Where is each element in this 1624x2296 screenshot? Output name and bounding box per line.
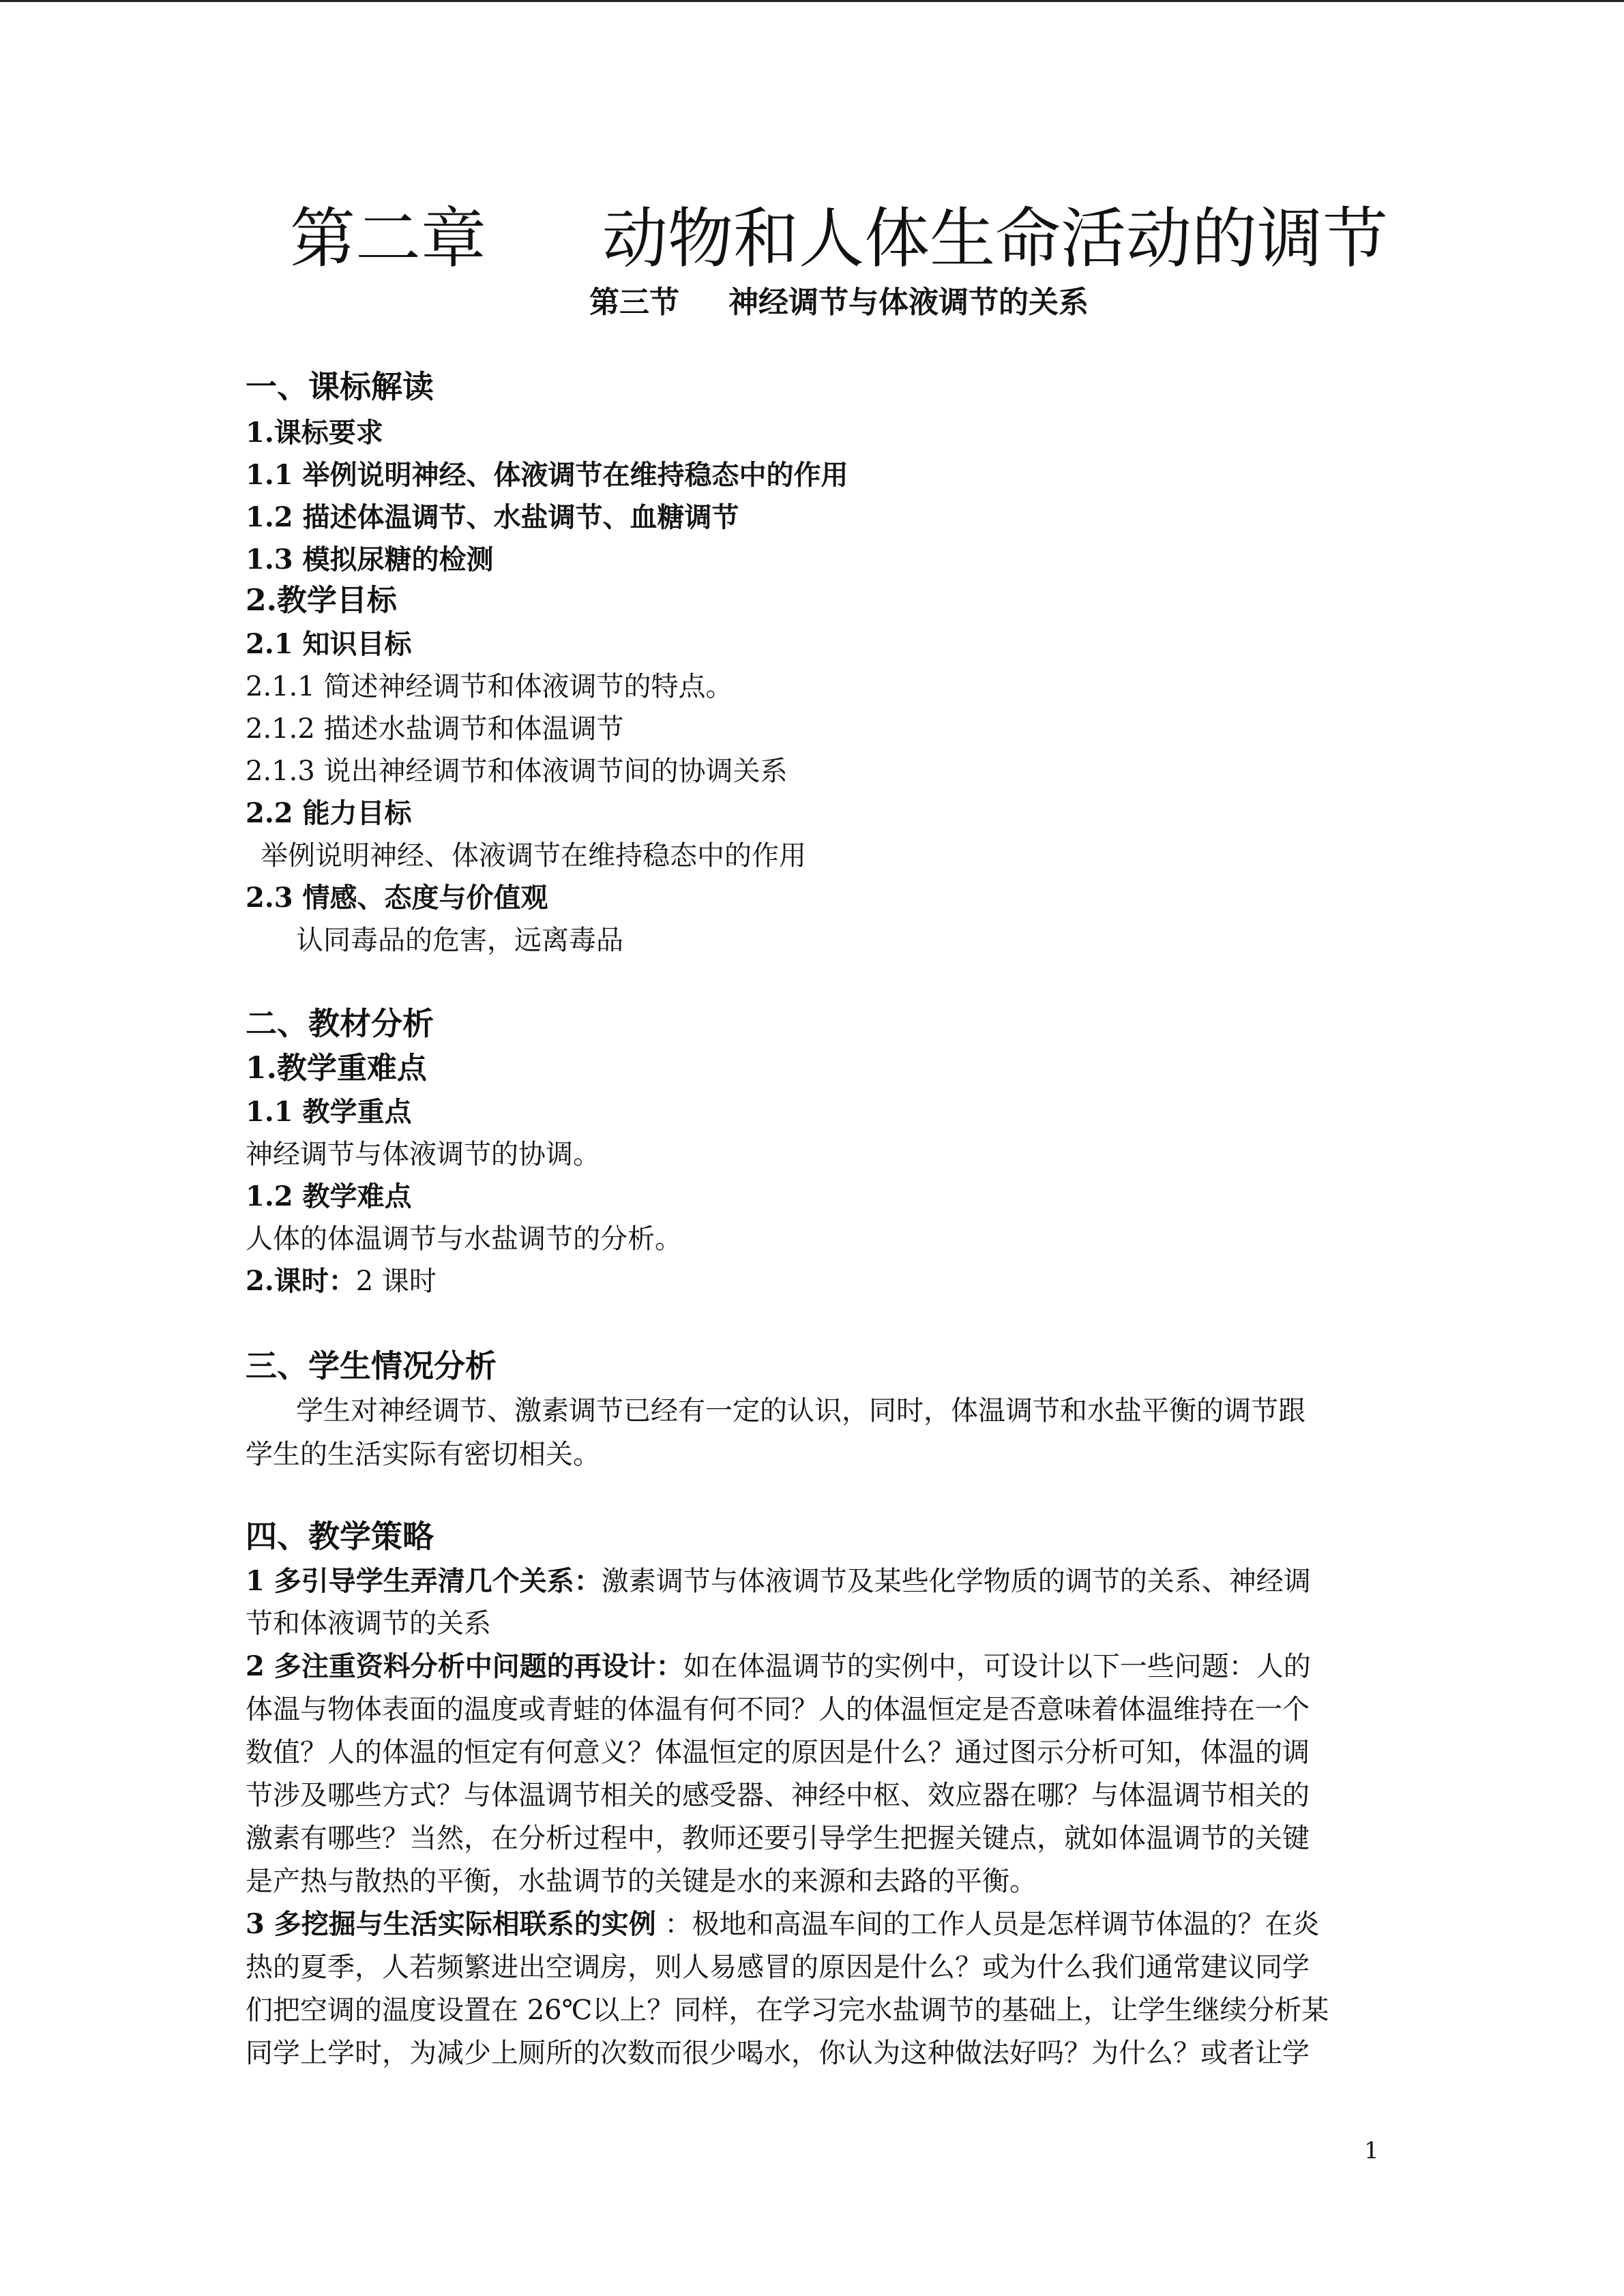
strategy-3-line-3: 们把空调的温度设置在 26℃以上？同样，在学习完水盐调节的基础上，让学生继续分析某 [246, 1995, 1329, 2026]
req-heading: 1.课标要求 [246, 417, 383, 449]
hours-line [246, 1260, 437, 1302]
ability-heading: 2.2 能力目标 [246, 797, 412, 829]
hours-value: 2 课时 [355, 1266, 437, 1297]
emotion-heading: 2.3 情感、态度与价值观 [246, 882, 548, 914]
key-heading: 1.教学重难点 [246, 1051, 427, 1086]
knowledge-item-3: 2.1.3 说出神经调节和体液调节间的协调关系 [246, 756, 788, 787]
req-item-1: 1.1 举例说明神经、体液调节在维持稳态中的作用 [246, 459, 848, 491]
strategy-3-line-1 [246, 1903, 1319, 1946]
student-analysis-line-2: 学生的生活实际有密切相关。 [246, 1439, 600, 1470]
strategy-1-line-2: 节和体液调节的关系 [246, 1608, 491, 1639]
strategy-2-line-2: 体温与物体表面的温度或青蛙的体温有何不同？人的体温恒定是否意味着体温维持在一个 [246, 1694, 1310, 1725]
knowledge-item-2: 2.1.2 描述水盐调节和体温调节 [246, 713, 624, 745]
strategy-1-label: 1 多引导学生弄清几个关系： [246, 1565, 602, 1597]
difficulty-heading: 1.2 教学难点 [246, 1180, 412, 1212]
goal-heading: 2.教学目标 [246, 583, 397, 618]
strategy-3-label: 3 多挖掘与生活实际相联系的实例 [246, 1908, 656, 1940]
part2-heading: 二、教材分析 [246, 1005, 434, 1042]
ability-text: 举例说明神经、体液调节在维持稳态中的作用 [261, 840, 806, 871]
section-name: 神经调节与体液调节的关系 [728, 285, 1089, 320]
req-item-3: 1.3 模拟尿糖的检测 [246, 543, 494, 576]
emotion-text: 认同毒品的危害，远离毒品 [296, 925, 623, 956]
chapter-title [246, 198, 1432, 280]
hours-label: 2.课时： [246, 1265, 356, 1297]
strategy-3-text: ：极地和高温车间的工作人员是怎样调节体温的？在炎 [655, 1909, 1320, 1940]
knowledge-heading: 2.1 知识目标 [246, 628, 412, 660]
strategy-1-text: 激素调节与体液调节及某些化学物质的调节的关系、神经调 [601, 1566, 1311, 1597]
student-analysis-line-1: 学生对神经调节、激素调节已经有一定的认识，同时，体温调节和水盐平衡的调节跟 [296, 1395, 1305, 1427]
top-rule [0, 0, 1624, 2]
chapter-number: 第二章 [290, 200, 486, 277]
page-number: 1 [1364, 2137, 1379, 2164]
chapter-name: 动物和人体生命活动的调节 [602, 200, 1388, 277]
difficulty-text: 人体的体温调节与水盐调节的分析。 [246, 1223, 682, 1255]
strategy-2-line-1 [246, 1645, 1311, 1688]
strategy-3-line-4: 同学上学时，为减少上厕所的次数而很少喝水，你认为这种做法好吗？为什么？或者让学 [246, 2038, 1310, 2069]
part3-heading: 三、学生情况分析 [246, 1347, 497, 1384]
section-title [246, 281, 1432, 325]
part1-heading: 一、课标解读 [246, 368, 434, 405]
section-number: 第三节 [589, 285, 679, 320]
part4-heading: 四、教学策略 [246, 1518, 434, 1555]
focus-heading: 1.1 教学重点 [246, 1096, 412, 1128]
strategy-2-label: 2 多注重资料分析中问题的再设计： [246, 1650, 683, 1682]
strategy-2-line-5: 激素有哪些？当然，在分析过程中，教师还要引导学生把握关键点，就如体温调节的关键 [246, 1823, 1310, 1854]
strategy-3-line-2: 热的夏季，人若频繁进出空调房，则人易感冒的原因是什么？或为什么我们通常建议同学 [246, 1952, 1310, 1983]
strategy-1-line-1 [246, 1560, 1311, 1603]
knowledge-item-1: 2.1.1 简述神经调节和体液调节的特点。 [246, 671, 733, 702]
strategy-2-line-3: 数值？人的体温的恒定有何意义？体温恒定的原因是什么？通过图示分析可知，体温的调 [246, 1737, 1310, 1768]
req-item-2: 1.2 描述体温调节、水盐调节、血糖调节 [246, 501, 739, 533]
focus-text: 神经调节与体液调节的协调。 [246, 1139, 600, 1170]
strategy-2-line-4: 节涉及哪些方式？与体温调节相关的感受器、神经中枢、效应器在哪？与体温调节相关的 [246, 1780, 1310, 1811]
strategy-2-line-6: 是产热与散热的平衡，水盐调节的关键是水的来源和去路的平衡。 [246, 1866, 1037, 1897]
strategy-2-text: 如在体温调节的实例中，可设计以下一些问题：人的 [683, 1651, 1311, 1682]
